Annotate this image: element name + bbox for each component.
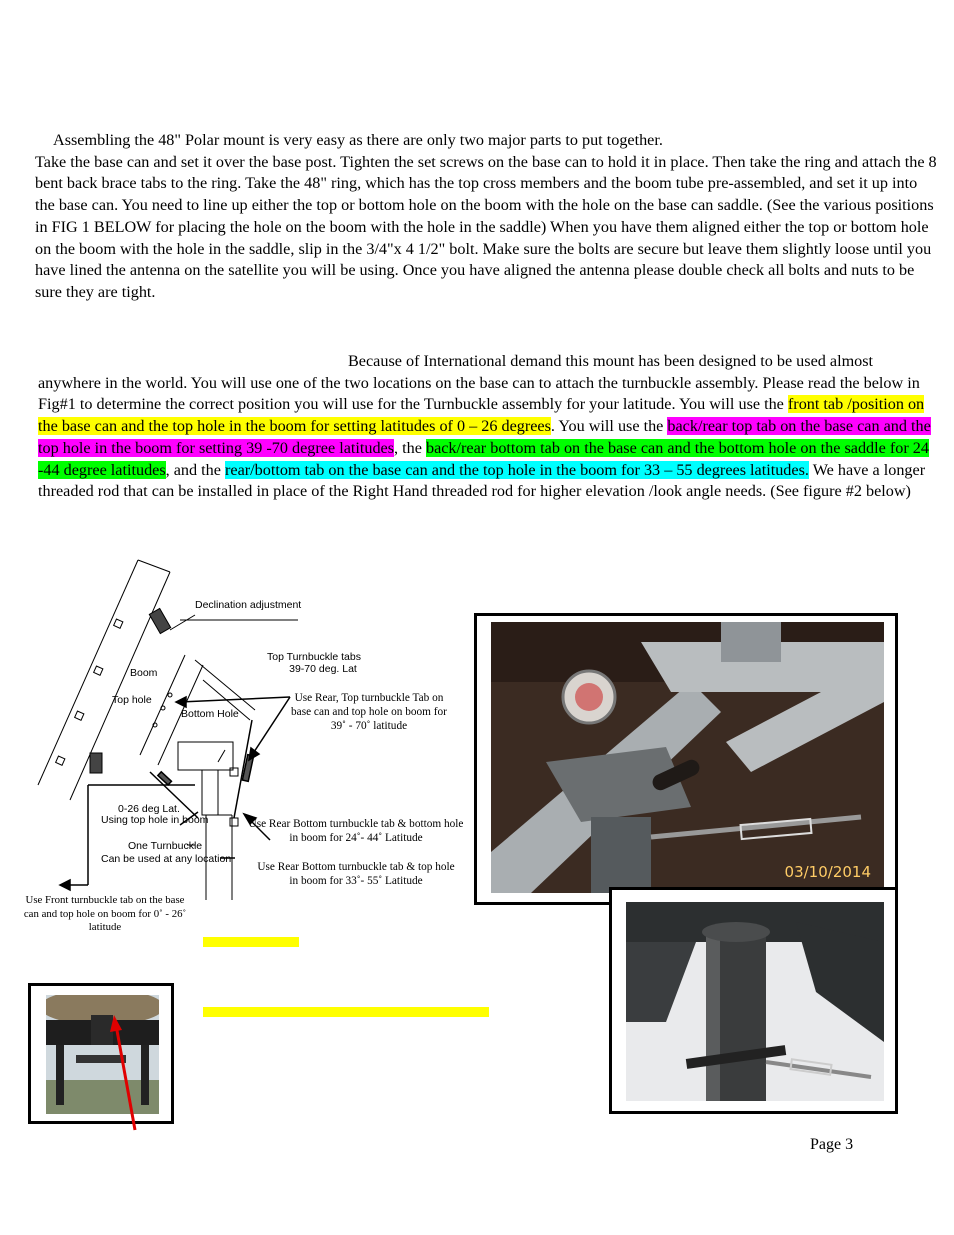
bottom-hole-label: Bottom Hole: [181, 708, 239, 720]
intro-first-line: Assembling the 48" Polar mount is very easy as there are only two major parts to put together.: [53, 131, 663, 149]
declination-label: Declination adjustment: [195, 599, 302, 611]
photo-frame-mount: [474, 613, 898, 905]
highlight-front-tab: front tab /position on the base can and the top hole in the boom for setting latitudes of 0 – 26 degrees: [38, 395, 925, 436]
top-hole-label: Top hole: [112, 694, 152, 706]
one-turnbuckle-line2: Can be used at any location: [101, 853, 232, 865]
mount-photo: [491, 622, 884, 893]
page-number: Page 3: [810, 1136, 854, 1153]
intro-body: Take the base can and set it over the base post. Tighten the set screws on the base can to hold it in place. Then take the ring and attach the 8 bent back brace tabs to the ring. Take the 48" ring, which has the top cross members and the boom tube pre-assembled, and set it up into the base can. You need to line up either the top or bottom hole on the boom with the hole on the base can saddle. (See the various positions in FIG 1 BELOW for placing the hole on the boom with the hole in the saddle) When you have them aligned either the top or bottom hole on the boom with the hole in the saddle, slip in the 3/4"x 4 1/2" bolt. Make sure the bolts are secure but leave them slightly loose until you have lined the antenna on the satellite you will be using. Once you have aligned the antenna please double check all bolts and nuts to be sure they are tight.: [35, 152, 937, 301]
intro-paragraph: [35, 130, 940, 304]
latitude-text-3: , and the: [165, 460, 225, 479]
latitude-text-1: . You will use the: [550, 417, 668, 436]
boom-label: Boom: [130, 667, 158, 679]
yellow-highlight-bar-2: [203, 1007, 489, 1017]
base-post-photo-image: [626, 902, 884, 1101]
latitude-text-end: We have a longer threaded rod that can be installed in place of the Right Hand threaded rod for higher elevation /look angle needs. (See figure #2 below): [38, 460, 926, 501]
lat-0-26-line2: Using top hole in boom: [101, 814, 209, 826]
base-post-photo: [626, 902, 884, 1101]
latitude-intro: Because of International demand this mount has been designed to be used almost anywhere in the world. You will use one of the two locations on the base can to attach the turnbuckle assembly. Please read the below in Fig#1 to determine the correct position you will use for the Turnbuckle assembly for your latitude. You will use the: [38, 352, 920, 414]
red-arrow-icon: [100, 1010, 145, 1135]
latitude-paragraph: [38, 351, 933, 503]
highlight-rear-bottom-tab: rear/bottom tab on the base can and the top hole in the boom for 33 – 55 degrees latitudes.: [225, 460, 809, 479]
highlight-back-top-tab: back/rear top tab on the base can and the top hole in the boom for setting 39 -70 degree latitudes: [38, 417, 931, 457]
front-note: Use Front turnbuckle tab on the base can and top hole on boom for 0˚ - 26˚ latitude: [23, 894, 187, 933]
top-tabs-label: [267, 651, 361, 675]
rear-bottom-note-2: Use Rear Bottom turnbuckle tab & top hole in boom for 33˚- 55˚ Latitude: [257, 861, 455, 887]
mount-photo-image: [491, 622, 884, 893]
yellow-highlight-bar-1: [203, 937, 299, 947]
one-turnbuckle-line1: One Turnbuckle: [128, 840, 203, 852]
rear-bottom-note-1: Use Rear Bottom turnbuckle tab & bottom hole in boom for 24˚- 44˚ Latitude: [248, 818, 464, 844]
highlight-back-bottom-tab: back/rear bottom tab on the base can and the bottom hole on the saddle for 24 -44 degree latitudes: [38, 438, 929, 479]
rear-top-note: Use Rear, Top turnbuckle Tab on base can and top hole on boom for 39˚ - 70˚ latitude: [291, 692, 447, 732]
lat-0-26-line1: 0-26 deg Lat.: [118, 803, 180, 815]
top-tabs-label-line1: Top Turnbuckle tabs: [267, 651, 361, 663]
latitude-text-2: , the: [394, 438, 426, 457]
photo-frame-base-post: [609, 887, 898, 1114]
boom-tube: [38, 560, 171, 800]
turnbuckle-rear: [234, 720, 254, 818]
date-stamp: 03/10/2014: [784, 863, 871, 881]
top-tabs-label-line2: 39-70 deg. Lat: [289, 663, 357, 675]
